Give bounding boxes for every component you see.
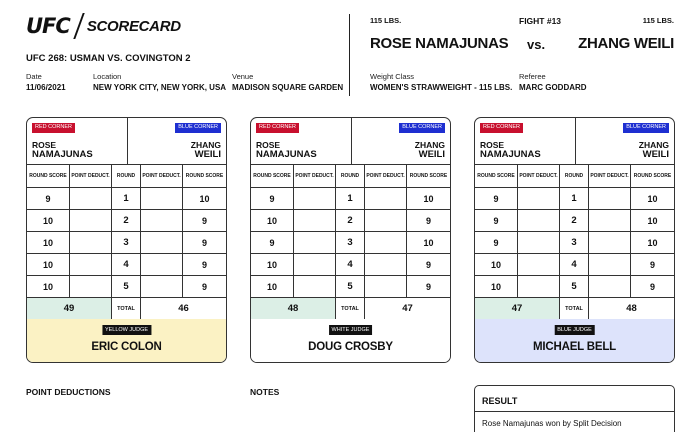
round-row bbox=[251, 254, 450, 276]
result-title: RESULT bbox=[482, 396, 518, 406]
red-round-score: 9 bbox=[251, 188, 294, 209]
blue-fighter-last: WEILI bbox=[194, 149, 221, 160]
round-number: 2 bbox=[112, 210, 141, 231]
round-number: 2 bbox=[336, 210, 365, 231]
round-number: 3 bbox=[112, 232, 141, 253]
blue-corner-badge: BLUE CORNER bbox=[623, 123, 669, 133]
blue-fighter-first: ZHANG bbox=[638, 140, 669, 150]
red-point-deduct bbox=[294, 276, 336, 297]
date-label: Date bbox=[26, 72, 42, 81]
blue-round-score: 10 bbox=[423, 193, 434, 204]
blue-round-score: 10 bbox=[423, 237, 434, 248]
point-deductions-title: POINT DEDUCTIONS bbox=[26, 387, 111, 397]
score-header-row bbox=[251, 165, 450, 188]
logo-subtitle: SCORECARD bbox=[86, 17, 181, 35]
judge-name: ERIC COLON bbox=[91, 341, 162, 353]
red-fighter-last: NAMAJUNAS bbox=[32, 149, 93, 160]
red-total: 48 bbox=[251, 298, 336, 319]
blue-round-score: 9 bbox=[201, 215, 207, 226]
blue-point-deduct bbox=[141, 232, 183, 253]
blue-round-score: 10 bbox=[647, 215, 658, 226]
round-header: ROUND bbox=[336, 165, 365, 187]
score-header-row bbox=[27, 165, 226, 188]
red-point-deduct bbox=[294, 232, 336, 253]
red-fighter-first: ROSE bbox=[32, 140, 57, 150]
blue-fighter-first: ZHANG bbox=[190, 140, 221, 150]
round-row bbox=[251, 232, 450, 254]
judge-name: DOUG CROSBY bbox=[308, 341, 393, 353]
round-number: 4 bbox=[336, 254, 365, 275]
blue-corner-badge: BLUE CORNER bbox=[175, 123, 221, 133]
blue-point-deduct bbox=[141, 210, 183, 231]
round-row bbox=[251, 276, 450, 298]
weight-class-label: Weight Class bbox=[370, 72, 415, 81]
round-row bbox=[475, 276, 674, 298]
round-row bbox=[251, 210, 450, 232]
red-fighter-label bbox=[480, 140, 541, 160]
blue-round-score: 9 bbox=[425, 215, 431, 226]
referee-value: MARC GODDARD bbox=[519, 83, 587, 92]
blue-score-header: ROUND SCORE bbox=[633, 173, 672, 179]
round-number: 3 bbox=[560, 232, 589, 253]
venue-label: Venue bbox=[232, 72, 254, 81]
red-point-deduct bbox=[70, 188, 112, 209]
round-number: 1 bbox=[560, 188, 589, 209]
red-round-score: 10 bbox=[251, 254, 294, 275]
total-row bbox=[251, 298, 450, 320]
red-corner-badge: RED CORNER bbox=[480, 123, 523, 133]
blue-round-score: 9 bbox=[425, 281, 431, 292]
red-round-score: 10 bbox=[475, 276, 518, 297]
round-row bbox=[27, 210, 226, 232]
referee-label: Referee bbox=[519, 72, 546, 81]
ufc-logo-text: UFC bbox=[26, 14, 70, 38]
score-grid bbox=[27, 165, 226, 320]
blue-point-deduct bbox=[365, 254, 407, 275]
blue-corner-badge: BLUE CORNER bbox=[399, 123, 445, 133]
blue-round-score: 9 bbox=[201, 281, 207, 292]
red-round-score: 10 bbox=[251, 210, 294, 231]
red-round-score: 10 bbox=[27, 210, 70, 231]
judge-scorecard-2 bbox=[250, 117, 451, 363]
red-point-deduct bbox=[518, 254, 560, 275]
total-label: TOTAL bbox=[336, 298, 365, 319]
versus-label: vs. bbox=[527, 37, 546, 52]
red-deduct-header: POINT DEDUCT. bbox=[70, 165, 112, 187]
blue-round-score: 9 bbox=[649, 281, 655, 292]
blue-fighter-last: WEILI bbox=[418, 149, 445, 160]
blue-point-deduct bbox=[589, 232, 631, 253]
red-round-score: 10 bbox=[251, 276, 294, 297]
red-round-score: 9 bbox=[475, 188, 518, 209]
judge-box bbox=[27, 319, 226, 362]
judge-tag: YELLOW JUDGE bbox=[102, 325, 151, 335]
weight-right: 115 LBS. bbox=[642, 16, 674, 25]
red-point-deduct bbox=[294, 254, 336, 275]
red-fighter-label bbox=[32, 140, 93, 160]
blue-point-deduct bbox=[589, 188, 631, 209]
round-number: 3 bbox=[336, 232, 365, 253]
red-total: 49 bbox=[27, 298, 112, 319]
weight-left: 115 LBS. bbox=[370, 16, 402, 25]
blue-total: 48 bbox=[626, 303, 637, 314]
red-point-deduct bbox=[70, 276, 112, 297]
round-number: 4 bbox=[112, 254, 141, 275]
red-round-score: 9 bbox=[251, 232, 294, 253]
round-row bbox=[27, 254, 226, 276]
fighter-red-name: ROSE NAMAJUNAS bbox=[370, 35, 509, 52]
blue-deduct-header: POINT DEDUCT. bbox=[365, 165, 407, 187]
total-label: TOTAL bbox=[560, 298, 589, 319]
blue-fighter-label bbox=[639, 140, 669, 160]
fighter-blue-name: ZHANG WEILI bbox=[578, 35, 674, 52]
blue-round-score: 10 bbox=[199, 193, 210, 204]
red-fighter-first: ROSE bbox=[480, 140, 505, 150]
event-name: UFC 268: USMAN VS. COVINGTON 2 bbox=[26, 53, 191, 64]
red-point-deduct bbox=[70, 210, 112, 231]
blue-point-deduct bbox=[365, 276, 407, 297]
blue-point-deduct bbox=[589, 254, 631, 275]
red-point-deduct bbox=[70, 254, 112, 275]
score-header-row bbox=[475, 165, 674, 188]
blue-fighter-label bbox=[191, 140, 221, 160]
blue-fighter-label bbox=[415, 140, 445, 160]
blue-deduct-header: POINT DEDUCT. bbox=[141, 165, 183, 187]
red-point-deduct bbox=[518, 276, 560, 297]
red-round-score: 10 bbox=[27, 232, 70, 253]
red-deduct-header: POINT DEDUCT. bbox=[518, 165, 560, 187]
header-divider bbox=[349, 14, 350, 96]
total-row bbox=[27, 298, 226, 320]
blue-fighter-last: WEILI bbox=[642, 149, 669, 160]
total-label: TOTAL bbox=[112, 298, 141, 319]
round-header: ROUND bbox=[560, 165, 589, 187]
round-number: 4 bbox=[560, 254, 589, 275]
round-number: 5 bbox=[560, 276, 589, 297]
blue-round-score: 10 bbox=[647, 193, 658, 204]
red-round-score: 9 bbox=[475, 210, 518, 231]
round-header: ROUND bbox=[112, 165, 141, 187]
judge-tag: WHITE JUDGE bbox=[329, 325, 373, 335]
result-box bbox=[474, 385, 675, 432]
red-deduct-header: POINT DEDUCT. bbox=[294, 165, 336, 187]
blue-score-header: ROUND SCORE bbox=[185, 173, 224, 179]
red-point-deduct bbox=[518, 232, 560, 253]
ufc-logo bbox=[26, 12, 181, 40]
weight-class-value: WOMEN'S STRAWWEIGHT - 115 LBS. bbox=[370, 83, 513, 92]
red-point-deduct bbox=[518, 210, 560, 231]
red-fighter-last: NAMAJUNAS bbox=[480, 149, 541, 160]
fight-number: FIGHT #13 bbox=[519, 16, 562, 26]
blue-point-deduct bbox=[141, 254, 183, 275]
judge-scorecard-1 bbox=[26, 117, 227, 363]
red-score-header: ROUND SCORE bbox=[27, 165, 70, 187]
red-fighter-last: NAMAJUNAS bbox=[256, 149, 317, 160]
blue-score-header: ROUND SCORE bbox=[409, 173, 448, 179]
round-row bbox=[251, 188, 450, 210]
round-number: 1 bbox=[336, 188, 365, 209]
venue-value: MADISON SQUARE GARDEN bbox=[232, 83, 344, 92]
red-point-deduct bbox=[518, 188, 560, 209]
scorecard-header bbox=[475, 118, 674, 165]
blue-point-deduct bbox=[365, 188, 407, 209]
red-point-deduct bbox=[294, 188, 336, 209]
red-round-score: 10 bbox=[27, 254, 70, 275]
location-label: Location bbox=[93, 72, 122, 81]
red-round-score: 9 bbox=[27, 188, 70, 209]
total-row bbox=[475, 298, 674, 320]
round-row bbox=[475, 232, 674, 254]
red-total: 47 bbox=[475, 298, 560, 319]
red-round-score: 10 bbox=[27, 276, 70, 297]
red-corner-badge: RED CORNER bbox=[256, 123, 299, 133]
round-number: 5 bbox=[112, 276, 141, 297]
red-score-header: ROUND SCORE bbox=[251, 165, 294, 187]
round-row bbox=[27, 276, 226, 298]
score-grid bbox=[475, 165, 674, 320]
round-number: 5 bbox=[336, 276, 365, 297]
blue-point-deduct bbox=[365, 232, 407, 253]
blue-point-deduct bbox=[589, 210, 631, 231]
date-value: 11/06/2021 bbox=[26, 83, 66, 92]
logo-divider bbox=[73, 13, 84, 39]
judge-name: MICHAEL BELL bbox=[533, 341, 616, 353]
blue-total: 47 bbox=[402, 303, 413, 314]
red-fighter-label bbox=[256, 140, 317, 160]
blue-point-deduct bbox=[141, 276, 183, 297]
blue-round-score: 9 bbox=[201, 259, 207, 270]
blue-round-score: 9 bbox=[425, 259, 431, 270]
red-point-deduct bbox=[294, 210, 336, 231]
score-grid bbox=[251, 165, 450, 320]
blue-total: 46 bbox=[178, 303, 189, 314]
red-fighter-first: ROSE bbox=[256, 140, 281, 150]
judge-box bbox=[475, 319, 674, 362]
round-row bbox=[475, 210, 674, 232]
round-row bbox=[475, 254, 674, 276]
blue-point-deduct bbox=[589, 276, 631, 297]
red-round-score: 10 bbox=[475, 254, 518, 275]
result-text: Rose Namajunas won by Split Decision bbox=[482, 419, 622, 428]
scorecard-header bbox=[27, 118, 226, 165]
red-score-header: ROUND SCORE bbox=[475, 165, 518, 187]
red-corner-badge: RED CORNER bbox=[32, 123, 75, 133]
judge-tag: BLUE JUDGE bbox=[554, 325, 595, 335]
red-round-score: 9 bbox=[475, 232, 518, 253]
blue-deduct-header: POINT DEDUCT. bbox=[589, 165, 631, 187]
location-value: NEW YORK CITY, NEW YORK, USA bbox=[93, 83, 227, 92]
blue-point-deduct bbox=[141, 188, 183, 209]
judge-box bbox=[251, 319, 450, 362]
round-row bbox=[27, 188, 226, 210]
round-number: 2 bbox=[560, 210, 589, 231]
blue-fighter-first: ZHANG bbox=[414, 140, 445, 150]
round-row bbox=[475, 188, 674, 210]
round-row bbox=[27, 232, 226, 254]
notes-title: NOTES bbox=[250, 387, 280, 397]
blue-round-score: 10 bbox=[647, 237, 658, 248]
red-point-deduct bbox=[70, 232, 112, 253]
blue-point-deduct bbox=[365, 210, 407, 231]
blue-round-score: 9 bbox=[649, 259, 655, 270]
judge-scorecard-3 bbox=[474, 117, 675, 363]
scorecard-header bbox=[251, 118, 450, 165]
round-number: 1 bbox=[112, 188, 141, 209]
blue-round-score: 9 bbox=[201, 237, 207, 248]
